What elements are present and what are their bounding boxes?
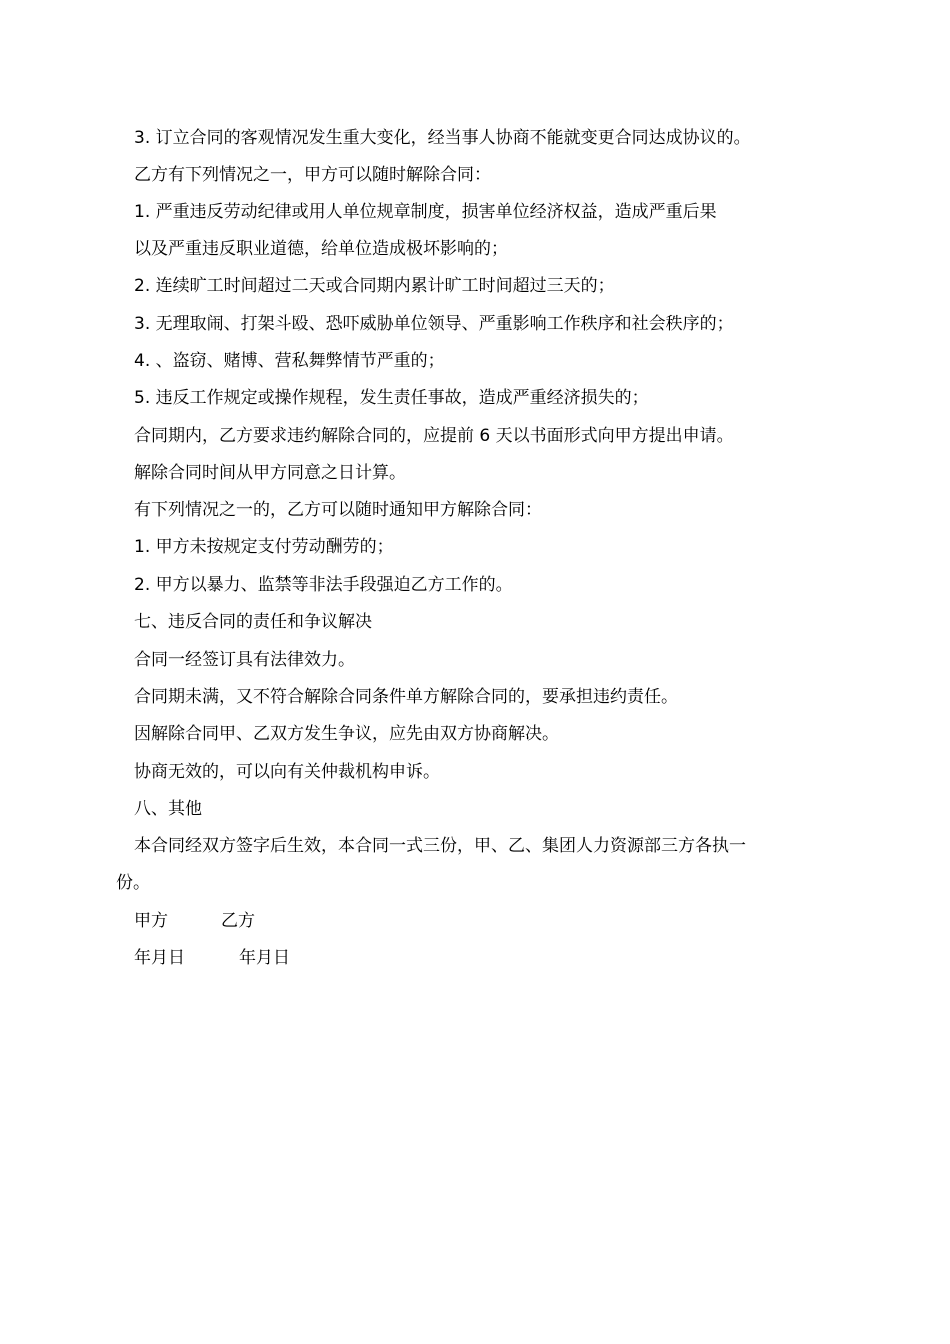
signature-date-a: 年月日 (134, 948, 185, 968)
text-line: 4. 、盗窃、赌博、营私舞弊情节严重的； (134, 351, 445, 371)
text-line: 5. 违反工作规定或操作规程，发生责任事故，造成严重经济损失的； (134, 388, 649, 408)
text-line: 因解除合同甲、乙双方发生争议，应先由双方协商解决。 (134, 724, 559, 744)
text-line: 合同期内，乙方要求违约解除合同的，应提前 6 天以书面形式向甲方提出申请。 (134, 426, 734, 446)
signature-party-a: 甲方 (134, 911, 168, 931)
section-heading: 八、其他 (134, 799, 202, 819)
text-line: 3. 无理取闹、打架斗殴、恐吓威胁单位领导、严重影响工作秩序和社会秩序的； (134, 314, 734, 334)
text-line: 解除合同时间从甲方同意之日计算。 (134, 463, 406, 483)
text-line: 合同一经签订具有法律效力。 (134, 650, 355, 670)
section-heading: 七、违反合同的责任和争议解决 (134, 612, 372, 632)
text-line: 1. 甲方未按规定支付劳动酬劳的； (134, 537, 394, 557)
text-line: 本合同经双方签字后生效，本合同一式三份，甲、乙、集团人力资源部三方各执一 (134, 836, 746, 856)
text-line: 1. 严重违反劳动纪律或用人单位规章制度，损害单位经济权益，造成严重后果 (134, 202, 717, 222)
signature-party-b: 乙方 (221, 911, 255, 931)
text-line: 2. 连续旷工时间超过二天或合同期内累计旷工时间超过三天的； (134, 276, 615, 296)
text-line: 合同期未满，又不符合解除合同条件单方解除合同的，要承担违约责任。 (134, 687, 678, 707)
text-line: 以及严重违反职业道德，给单位造成极坏影响的； (134, 239, 508, 259)
text-line: 份。 (116, 873, 150, 893)
text-line: 2. 甲方以暴力、监禁等非法手段强迫乙方工作的。 (134, 575, 513, 595)
text-line: 乙方有下列情况之一，甲方可以随时解除合同： (134, 165, 491, 185)
text-line: 协商无效的，可以向有关仲裁机构申诉。 (134, 762, 440, 782)
text-line: 3. 订立合同的客观情况发生重大变化，经当事人协商不能就变更合同达成协议的。 (134, 128, 751, 148)
text-line: 有下列情况之一的，乙方可以随时通知甲方解除合同： (134, 500, 542, 520)
signature-date-b: 年月日 (239, 948, 290, 968)
